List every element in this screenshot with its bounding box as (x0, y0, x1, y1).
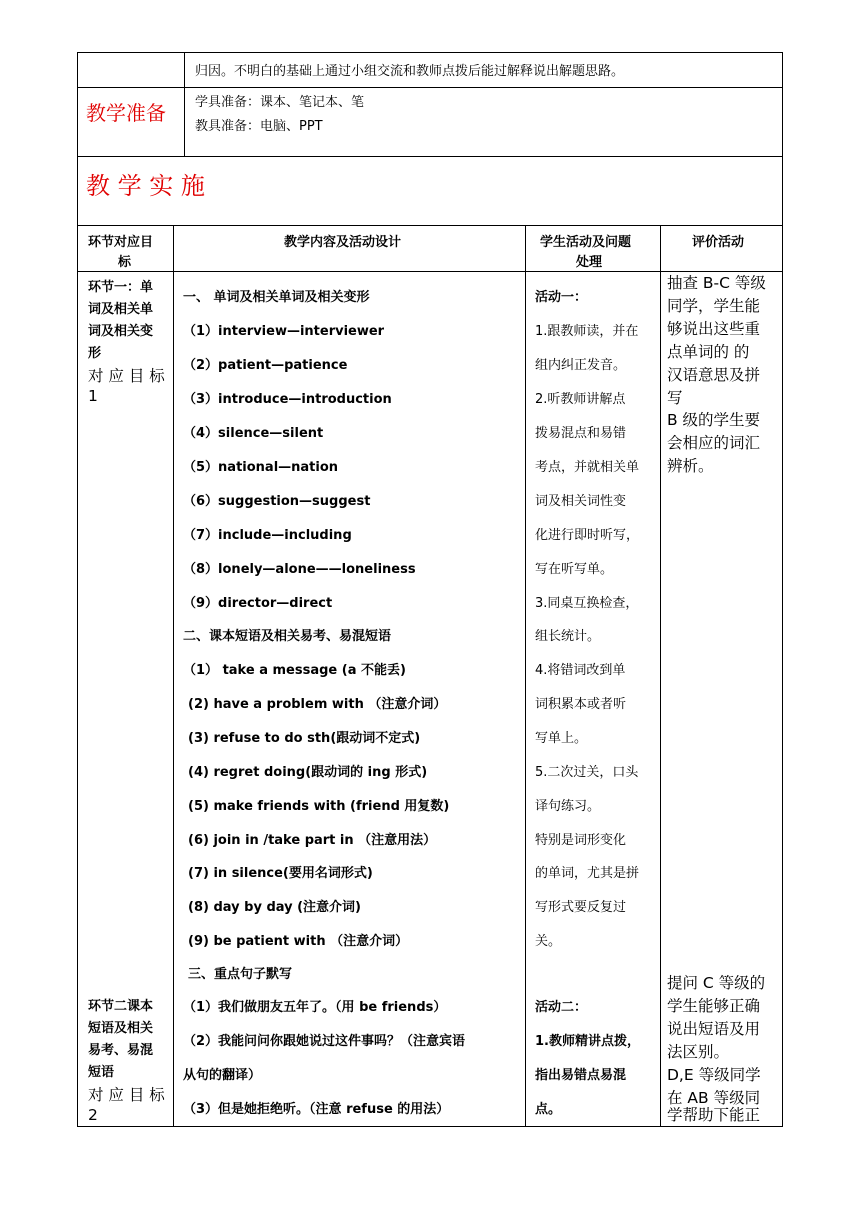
stage1-line: 形 (88, 346, 102, 361)
activity1-line: 写形式要反复过 (535, 900, 627, 915)
activity1-line: 2.听教师讲解点 (535, 392, 626, 407)
table-border-right (782, 52, 783, 1127)
row-divider (77, 156, 783, 157)
sentence-item: （2）我能问问你跟她说过这件事吗？（注意宾语 (183, 1034, 466, 1049)
eval1-line: 辨析。 (667, 457, 714, 475)
stage2-line: 短语 (88, 1065, 115, 1080)
word-item: （3）introduce—introduction (183, 392, 392, 407)
word-item: （6）suggestion—suggest (183, 494, 371, 509)
header-stage-cont: 标 (118, 255, 132, 270)
activity1-line: 1.跟教师读，并在 (535, 324, 639, 339)
activity1-line: 拨易混点和易错 (535, 426, 627, 441)
top-row-content: 归因。不明白的基础上通过小组交流和教师点拨后能过解释说出解题思路。 (195, 64, 625, 79)
eval2-line: D,E 等级同学 (667, 1066, 761, 1084)
stage1-line: 词及相关变 (88, 324, 154, 339)
activity1-line: 写单上。 (535, 731, 588, 746)
activity1-line: 组内纠正发音。 (535, 358, 627, 373)
section2-title: 二、课本短语及相关易考、易混短语 (183, 629, 392, 644)
phrase-item: (3) refuse to do sth(跟动词不定式) (188, 731, 421, 746)
eval2-line: 提问 C 等级的 (667, 974, 766, 992)
eval2-line: 说出短语及用 (667, 1020, 761, 1038)
activity1-line: 词积累本或者听 (535, 697, 627, 712)
activity1-line: 写在听写单。 (535, 562, 614, 577)
stage1-goal-number: 1 (88, 387, 98, 405)
phrase-item: (5) make friends with (friend 用复数) (188, 799, 450, 814)
activity1-line: 译句练习。 (535, 799, 601, 814)
phrase-item: （1） take a message (a 不能丢) (183, 663, 406, 678)
activity2-line: 1.教师精讲点拨， (535, 1034, 640, 1049)
eval1-line: 会相应的词汇 (667, 434, 761, 452)
activity1-line: 4.将错词改到单 (535, 663, 626, 678)
eval1-line: 写 (667, 389, 683, 407)
col-divider (173, 225, 174, 1127)
col-divider (660, 225, 661, 1127)
activity1-line: 关。 (535, 934, 562, 949)
section3-title: 三、重点句子默写 (188, 967, 293, 982)
implement-title: 教 学 实 施 (86, 172, 205, 200)
word-item: （1）interview—interviewer (183, 324, 385, 339)
eval1-line: 抽查 B-C 等级 (667, 274, 766, 292)
word-item: （5）national—nation (183, 460, 339, 475)
header-activity: 学生活动及问题 (540, 235, 632, 250)
eval1-line: 汉语意思及拼 (667, 366, 761, 384)
activity1-line: 词及相关词性变 (535, 494, 627, 509)
stage2-goal-number: 2 (88, 1106, 98, 1124)
table-border-top (77, 52, 783, 53)
word-item: （7）include—including (183, 528, 352, 543)
word-item: （4）silence—silent (183, 426, 324, 441)
stage1-line: 词及相关单 (88, 302, 154, 317)
eval2-line: 学帮助下能正 (667, 1106, 761, 1124)
sentence-item: （1）我们做朋友五年了。（用 be friends） (183, 1000, 447, 1015)
eval2-line: 法区别。 (667, 1043, 730, 1061)
eval1-line: 同学，学生能 (667, 297, 761, 315)
stage1-goal: 对 应 目 标 (88, 367, 165, 385)
row-divider (77, 225, 783, 226)
header-evaluation: 评价活动 (692, 235, 745, 250)
eval1-line: 点单词的 的 (667, 343, 750, 361)
phrase-item: (4) regret doing(跟动词的 ing 形式) (188, 765, 428, 780)
eval1-line: B 级的学生要 (667, 411, 761, 429)
col-divider (525, 225, 526, 1127)
activity2-line: 点。 (535, 1102, 562, 1117)
word-item: （2）patient—patience (183, 358, 348, 373)
phrase-item: (8) day by day (注意介词) (188, 900, 361, 915)
eval2-line: 学生能够正确 (667, 997, 761, 1015)
header-activity-cont: 处理 (576, 255, 603, 270)
col-divider (184, 52, 185, 157)
header-content: 教学内容及活动设计 (284, 235, 402, 250)
stage1-line: 环节一：单 (88, 280, 154, 295)
phrase-item: (7) in silence(要用名词形式) (188, 866, 373, 881)
stage2-goal: 对 应 目 标 (88, 1086, 165, 1104)
word-item: （8）lonely—alone——loneliness (183, 562, 416, 577)
activity1-line: 考点，并就相关单 (535, 460, 640, 475)
activity1-line: 5.二次过关，口头 (535, 765, 639, 780)
eval1-line: 够说出这些重 (667, 320, 761, 338)
table-border-left (77, 52, 78, 1127)
activity1-line: 化进行即时听写， (535, 528, 640, 543)
activity1-title: 活动一： (535, 290, 588, 305)
phrase-item: (2) have a problem with （注意介词） (188, 697, 447, 712)
phrase-item: (9) be patient with （注意介词） (188, 934, 409, 949)
activity1-line: 3.同桌互换检查， (535, 596, 639, 611)
word-item: （9）director—direct (183, 596, 333, 611)
stage2-line: 短语及相关 (88, 1021, 154, 1036)
activity1-line: 组长统计。 (535, 629, 601, 644)
row-divider (77, 87, 783, 88)
activity1-line: 特别是词形变化 (535, 833, 627, 848)
prep-label: 教学准备 (86, 101, 166, 125)
phrase-item: (6) join in /take part in （注意用法） (188, 833, 437, 848)
student-tools: 学具准备：课本、笔记本、笔 (195, 95, 365, 110)
activity1-line: 的单词，尤其是拼 (535, 866, 640, 881)
activity2-line: 指出易错点易混 (535, 1068, 627, 1083)
stage2-line: 易考、易混 (88, 1043, 154, 1058)
section1-title: 一、 单词及相关单词及相关变形 (183, 290, 370, 305)
header-stage: 环节对应目 (88, 235, 154, 250)
stage2-line: 环节二课本 (88, 999, 154, 1014)
teacher-tools: 教具准备：电脑、PPT (195, 119, 323, 134)
activity2-title: 活动二： (535, 1000, 588, 1015)
sentence-item: 从句的翻译） (183, 1068, 262, 1083)
eval2-line: 在 AB 等级同 (667, 1089, 761, 1107)
sentence-item: （3）但是她拒绝听。（注意 refuse 的用法） (183, 1102, 450, 1117)
